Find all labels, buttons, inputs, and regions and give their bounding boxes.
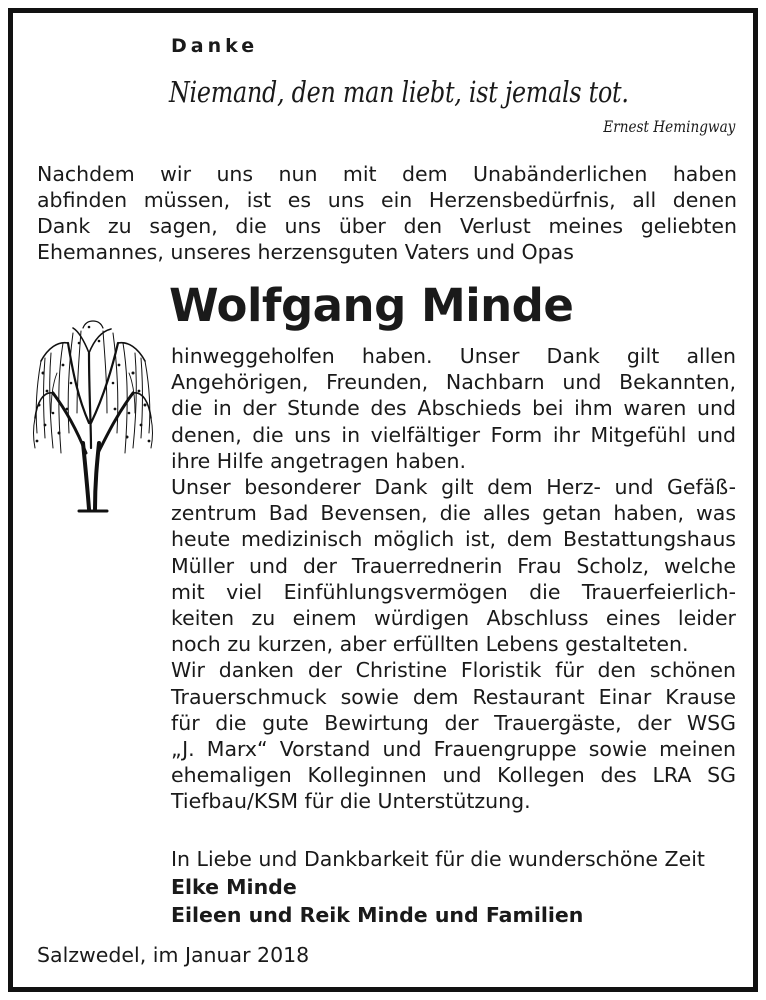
body-line: Unser besonderer Dank gilt dem Herz- und Gefäß- [171,475,736,500]
quote-text: Niemand, den man liebt, ist jemals tot. [169,75,629,109]
body-line: „J. Marx“ Vorstand und Frauengruppe sowie meinen [171,737,736,762]
closing-text: In Liebe und Dankbarkeit für die wunderschöne Zeit [171,847,705,871]
body-line: Angehörigen, Freunden, Nachbarn und Bekannten, [171,370,736,395]
body-line: Müller und der Trauerrednerin Frau Scholz, welche [171,553,736,578]
notice-frame [8,8,758,992]
closing-block [171,845,736,929]
notice-content [13,13,753,987]
body-line: Tiefbau/KSM für die Unterstützung. [171,789,531,814]
body-line: ihre Hilfe angetragen haben. [171,448,466,473]
notice-heading: Danke [171,35,259,57]
body-line: Trauerschmuck sowie dem Restaurant Einar Krause [171,684,736,709]
body-line: keiten zu einem würdigen Abschluss eines leider [171,606,736,631]
body-line: für die gute Bewirtung der Trauergäste, der WSG [171,710,736,735]
body-line: hinweggeholfen haben. Unser Dank gilt allen [171,344,736,368]
body-line: noch zu kurzen, aber erfüllten Lebens gestalteten. [171,632,689,657]
body-line: heute medizinisch möglich ist, dem Bestattungshaus [171,527,736,552]
body-line: denen, die uns in vielfältiger Form ihr Mitgefühl und [171,422,736,447]
intro-line: Dank zu sagen, die uns über den Verlust meines geliebten [37,214,737,238]
place-date: Salzwedel, im Januar 2018 [37,943,310,967]
body-line: ehemaligen Kolleginnen und Kollegen des LRA SG [171,763,736,788]
intro-line: abfinden müssen, ist es uns ein Herzensbedürfnis, all denen [37,188,737,212]
deceased-name: Wolfgang Minde [169,279,574,332]
body-line: zentrum Bad Bevensen, die alles getan haben, was [171,501,736,526]
thanks-paragraph [171,343,736,815]
intro-paragraph [37,161,737,265]
body-line: die in der Stunde des Abschieds bei ihm waren und [171,396,736,421]
body-line: mit viel Einfühlungsvermögen die Trauerfeierlich- [171,579,736,604]
body-line: Wir danken der Christine Floristik für den schönen [171,658,736,683]
intro-line: Ehemannes, unseres herzensguten Vaters und Opas [37,240,574,264]
signatory: Elke Minde [171,875,297,899]
quote-author: Ernest Hemingway [602,117,735,136]
intro-line: Nachdem wir uns nun mit dem Unabänderlichen haben [37,162,737,186]
weeping-tree-icon [23,313,158,513]
signatory: Eileen und Reik Minde und Familien [171,903,584,927]
